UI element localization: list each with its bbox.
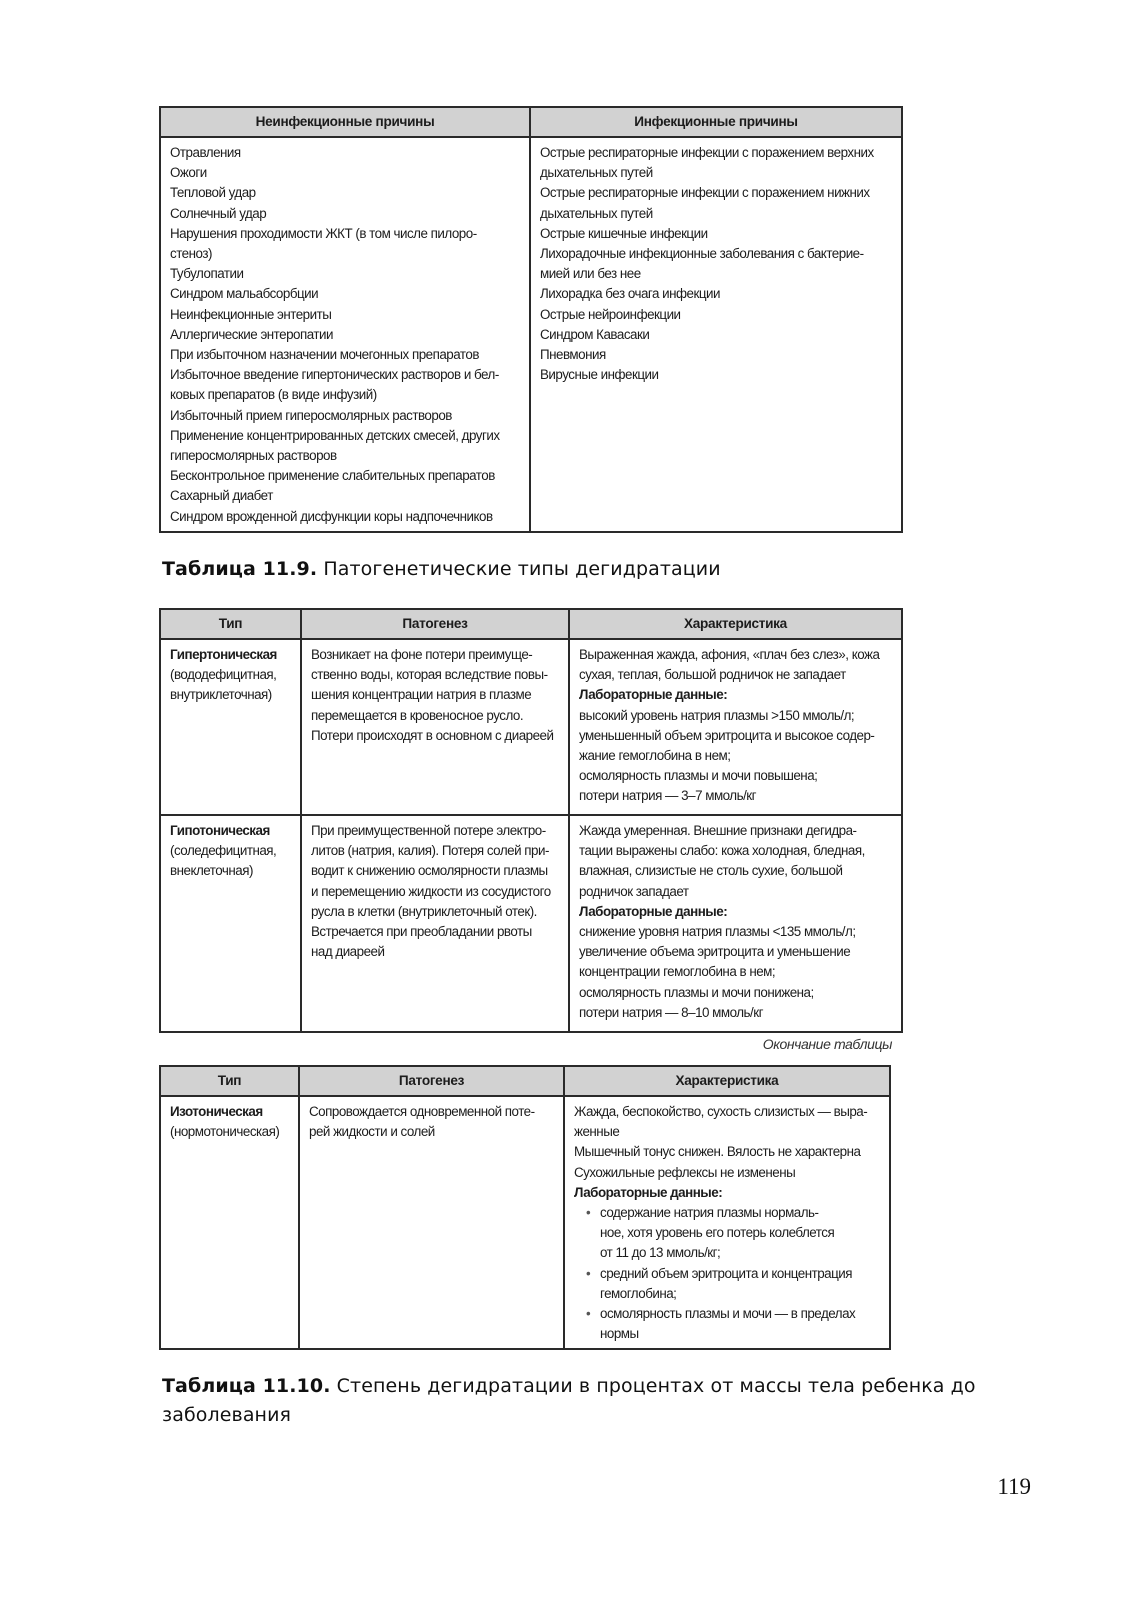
table-continuation-note: Окончание таблицы	[762, 1036, 892, 1052]
lab-line: потери натрия — 3–7 ммоль/кг	[579, 788, 757, 804]
cause-line: дыхательных путей	[540, 205, 653, 221]
dehydration-table-header	[160, 609, 902, 639]
cause-line: Лихорадка без очага инфекции	[540, 286, 720, 302]
type-subline: (вододефицитная,	[170, 667, 277, 683]
bullet-continuation: ное, хотя уровень его потерь колеблется	[600, 1225, 835, 1241]
bullet-item	[574, 1264, 881, 1284]
type-cell	[160, 639, 301, 815]
table-row	[160, 815, 902, 1032]
header-characteristic: Характеристика	[569, 609, 902, 639]
bullet-text: средний объем эритроцита и концентрация	[600, 1265, 853, 1281]
bullet-text: осмолярность плазмы и мочи — в пределах	[600, 1306, 856, 1322]
header-infectious: Инфекционные причины	[530, 107, 902, 137]
cause-line: ковых препаратов (в виде инфузий)	[170, 387, 377, 403]
type-name: Изотоническая	[170, 1104, 263, 1119]
table-row	[160, 1096, 890, 1349]
table-caption-11-9	[162, 555, 721, 584]
cause-line: гиперосмолярных растворов	[170, 448, 337, 464]
type-subline: (нормотоническая)	[170, 1124, 280, 1140]
cause-line: Пневмония	[540, 347, 606, 363]
cause-line: дыхательных путей	[540, 165, 653, 181]
pathogenesis-line: шения концентрации натрия в плазме	[311, 687, 532, 703]
lab-line: высокий уровень натрия плазмы >150 ммоль/л;	[579, 707, 855, 723]
caption-text: Патогенетические типы дегидратации	[317, 558, 721, 580]
characteristic-line: женные	[574, 1124, 620, 1140]
lab-data-label: Лабораторные данные:	[579, 687, 728, 703]
cause-line: Солнечный удар	[170, 205, 267, 221]
characteristic-line: Жажда, беспокойство, сухость слизистых — выра-	[574, 1104, 868, 1119]
header-pathogenesis: Патогенез	[301, 609, 569, 639]
lab-line: концентрации гемоглобина в нем;	[579, 964, 776, 980]
cause-line: Синдром мальабсорбции	[170, 286, 319, 302]
bullet-item	[574, 1203, 881, 1223]
header-type: Тип	[160, 609, 301, 639]
causes-table-header	[160, 107, 902, 137]
table-caption-11-10	[162, 1372, 976, 1430]
characteristic-cell	[569, 815, 902, 1032]
cause-line: Синдром Кавасаки	[540, 326, 650, 342]
pathogenesis-cell	[301, 815, 569, 1032]
characteristic-line: Сухожильные рефлексы не изменены	[574, 1164, 796, 1180]
cause-line: Тубулопатии	[170, 266, 244, 282]
cause-line: Применение концентрированных детских смесей, других	[170, 427, 500, 443]
lab-line: осмолярность плазмы и мочи повышена;	[579, 768, 818, 784]
pathogenesis-line: водит к снижению осмолярности плазмы	[311, 863, 548, 879]
cause-line: Острые респираторные инфекции с поражением нижних	[540, 185, 870, 201]
pathogenesis-line: Встречается при преобладании рвоты	[311, 924, 532, 940]
cause-line: мией или без нее	[540, 266, 641, 282]
type-name: Гипертоническая	[170, 647, 277, 662]
causes-table	[159, 106, 903, 533]
characteristic-cell	[564, 1096, 890, 1349]
pathogenesis-line: При преимущественной потере электро-	[311, 823, 546, 838]
cause-line: При избыточном назначении мочегонных препаратов	[170, 347, 479, 363]
lab-line: потери натрия — 8–10 ммоль/кг	[579, 1004, 763, 1020]
bullet-continuation: от 11 до 13 ммоль/кг;	[600, 1245, 721, 1261]
pathogenesis-line: ственно воды, которая вследствие повы-	[311, 667, 548, 683]
dehydration-types-table	[159, 608, 903, 1033]
cause-line: Ожоги	[170, 165, 207, 181]
bullet-continuation: нормы	[600, 1326, 639, 1342]
cause-line: Избыточный прием гиперосмолярных растворов	[170, 407, 452, 423]
lab-data-label: Лабораторные данные:	[574, 1184, 723, 1200]
pathogenesis-line: литов (натрия, калия). Потеря солей при-	[311, 843, 549, 859]
cause-line: Тепловой удар	[170, 185, 256, 201]
table-row	[160, 639, 902, 815]
cause-line: Синдром врожденной дисфункции коры надпочечников	[170, 508, 493, 524]
header-characteristic: Характеристика	[564, 1066, 890, 1096]
cause-line: Острые кишечные инфекции	[540, 225, 708, 241]
cause-line: Нарушения проходимости ЖКТ (в том числе пилоро-	[170, 225, 477, 241]
caption-number: Таблица 11.10.	[162, 1375, 331, 1397]
characteristic-line: родничок западает	[579, 883, 689, 899]
bullet-icon: •	[586, 1306, 591, 1322]
caption-text: Степень дегидратации в процентах от массы тела ребенка до	[330, 1375, 976, 1397]
header-type: Тип	[160, 1066, 299, 1096]
cause-line: Острые нейроинфекции	[540, 306, 681, 322]
lab-line: жание гемоглобина в нем;	[579, 748, 731, 764]
pathogenesis-line: перемещается в кровеносное русло.	[311, 707, 524, 723]
type-subline: (соледефицитная,	[170, 843, 277, 859]
bullet-text: содержание натрия плазмы нормаль-	[600, 1205, 819, 1221]
pathogenesis-line: над диареей	[311, 944, 385, 960]
lab-line: снижение уровня натрия плазмы <135 ммоль/л;	[579, 924, 856, 940]
lab-line: увеличение объема эритроцита и уменьшение	[579, 944, 851, 960]
cause-line: Отравления	[170, 145, 241, 160]
dehydration-types-table-continued	[159, 1065, 891, 1350]
cause-line: Аллергические энтеропатии	[170, 326, 333, 342]
type-subline: внеклеточная)	[170, 863, 253, 879]
type-name: Гипотоническая	[170, 823, 270, 838]
pathogenesis-line: русла в клетки (внутриклеточный отек).	[311, 903, 537, 919]
cause-line: стеноз)	[170, 246, 212, 262]
pathogenesis-line: Потери происходят в основном с диареей	[311, 727, 554, 743]
cause-line: Вирусные инфекции	[540, 367, 659, 383]
caption-text-continued: заболевания	[162, 1404, 292, 1426]
cause-line: Сахарный диабет	[170, 488, 273, 504]
characteristic-line: сухая, теплая, большой родничок не западает	[579, 667, 846, 683]
characteristic-line: Выраженная жажда, афония, «плач без слез», кожа	[579, 647, 880, 662]
cause-line: Избыточное введение гипертонических растворов и бел-	[170, 367, 499, 383]
pathogenesis-line: и перемещению жидкости из сосудистого	[311, 883, 551, 899]
cause-line: Бесконтрольное применение слабительных препаратов	[170, 468, 495, 484]
bullet-icon: •	[586, 1205, 591, 1221]
header-noninfectious: Неинфекционные причины	[160, 107, 530, 137]
header-pathogenesis: Патогенез	[299, 1066, 564, 1096]
noninfectious-causes-cell	[160, 137, 530, 532]
type-subline: внутриклеточная)	[170, 687, 272, 703]
type-cell	[160, 815, 301, 1032]
cause-line: Неинфекционные энтериты	[170, 306, 332, 322]
pathogenesis-line: Возникает на фоне потери преимуще-	[311, 647, 533, 662]
type-cell	[160, 1096, 299, 1349]
continued-table-header	[160, 1066, 890, 1096]
page-number: 119	[997, 1474, 1031, 1499]
lab-line: уменьшенный объем эритроцита и высокое содер-	[579, 727, 875, 743]
characteristic-line: Жажда умеренная. Внешние признаки дегидра-	[579, 823, 857, 838]
lab-line: осмолярность плазмы и мочи понижена;	[579, 984, 814, 1000]
characteristic-line: Мышечный тонус снижен. Вялость не характерна	[574, 1144, 861, 1160]
pathogenesis-line: Сопровождается одновременной поте-	[309, 1104, 535, 1119]
bullet-continuation: гемоглобина;	[600, 1285, 677, 1301]
characteristic-cell	[569, 639, 902, 815]
causes-table-row	[160, 137, 902, 532]
pathogenesis-line: рей жидкости и солей	[309, 1124, 435, 1140]
cause-line: Лихорадочные инфекционные заболевания с бактерие-	[540, 246, 864, 262]
cause-line: Острые респираторные инфекции с поражением верхних	[540, 145, 874, 160]
lab-data-label: Лабораторные данные:	[579, 903, 728, 919]
infectious-causes-cell	[530, 137, 902, 532]
pathogenesis-cell	[299, 1096, 564, 1349]
characteristic-line: тации выражены слабо: кожа холодная, бледная,	[579, 843, 865, 859]
bullet-icon: •	[586, 1265, 591, 1281]
characteristic-line: влажная, слизистые не столь сухие, большой	[579, 863, 843, 879]
caption-number: Таблица 11.9.	[162, 558, 318, 580]
bullet-item	[574, 1304, 881, 1324]
pathogenesis-cell	[301, 639, 569, 815]
